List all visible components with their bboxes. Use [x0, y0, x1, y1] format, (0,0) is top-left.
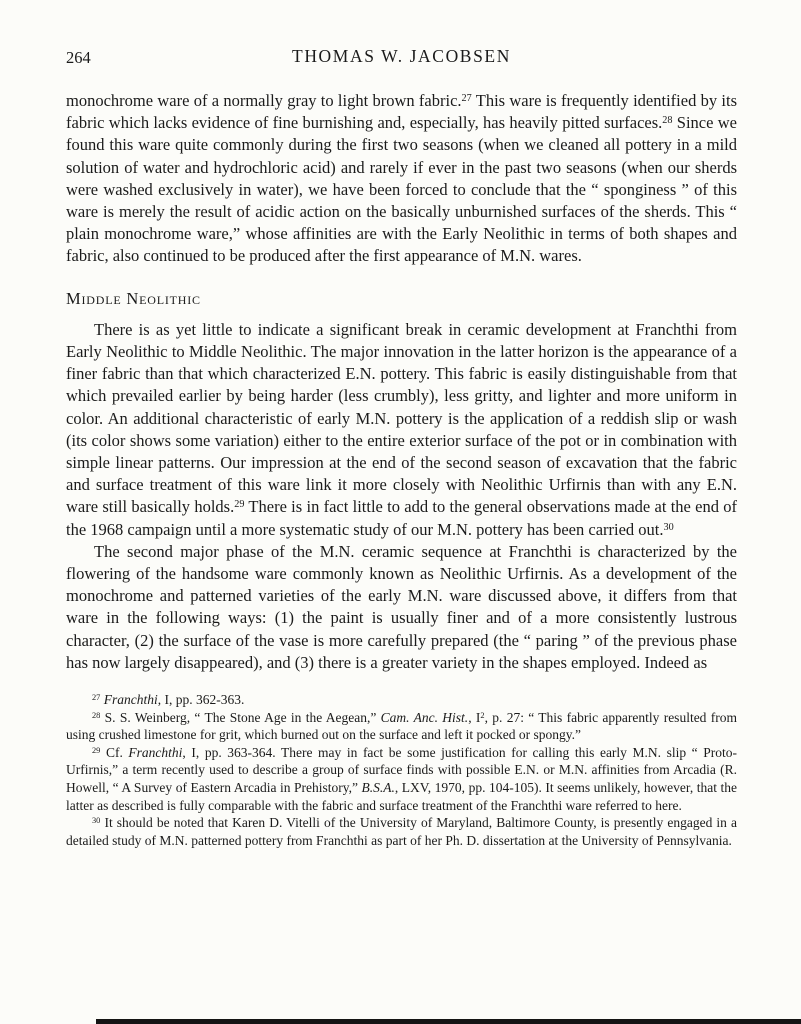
running-head: THOMAS W. JACOBSEN [292, 46, 511, 66]
paragraph-3: The second major phase of the M.N. ceramic sequence at Franchthi is characterized by the flowering of the handsome ware commonly known as Neolithic Urfirnis. As a development of the monochrome and patterned varieties of the early M.N. ware discussed above, it differs from that ware in the following ways: (1) the paint is usually finer and of a more consistently lustrous character, (2) the surface of the vase is more carefully prepared (the “ paring ” of the previous phase has now largely disappeared), and (3) there is a greater variety in the shapes employed. Indeed as [66, 541, 737, 672]
body-text [66, 90, 737, 674]
scan-edge-artifact [96, 1019, 801, 1024]
page-number: 264 [66, 48, 91, 67]
paragraph-2: There is as yet little to indicate a significant break in ceramic development at Franchthi from Early Neolithic to Middle Neolithic. The major innovation in the latter horizon is the appearance of a finer fabric than that which characterized E.N. pottery. This fabric is easily distinguishable from that which prevailed earlier by being harder (less crumbly), less gritty, and lighter and more uniform in color. An additional characteristic of early M.N. pottery is the application of a reddish slip or wash (its color shows some variation) either to the entire exterior surface of the pot or in combination with simple linear patterns. Our impression at the end of the second season of excavation that the fabric and surface treatment of this ware link it more closely with Neolithic Urfirnis than with any E.N. ware still basically holds.$^{29}$ There is in fact little to add to the general observations made at the end of the 1968 campaign until a more systematic study of our M.N. pottery has been carried out.$^{30}$ [66, 319, 738, 539]
footnote-30: $^{30}$ It should be noted that Karen D. Vitelli of the University of Maryland, Baltimore County, is presently engaged in a detailed study of M.N. patterned pottery from Franchthi as part of her Ph. D. dissertation at the University of Pennsylvania. [66, 815, 737, 848]
page-header [66, 46, 737, 68]
footnote-27: $^{27}$ Franchthi, I, pp. 362-363. [92, 692, 245, 708]
footnote-28: $^{28}$ S. S. Weinberg, “ The Stone Age in the Aegean,” Cam. Anc. Hist., $I^2$, p. 27: “ This fabric apparently resulted from using crushed limestone for grit, which burned out on the surface and left it pocked or spongy.” [66, 709, 737, 743]
paragraph-1: monochrome ware of a normally gray to light brown fabric.$^{27}$ This ware is frequently identified by its fabric which lacks evidence of fine burnishing and, especially, has heavily pitted surfaces.$^{28}$ Since we found this ware quite commonly during the first two seasons (when we cleaned all pottery in a mild solution of water and hydrochloric acid) and rarely if ever in the past two seasons (when our sherds were washed exclusively in water), we have been forced to conclude that the “ sponginess ” of this ware is merely the result of acidic action on the basically unburnished surfaces of the sherds. This “ plain monochrome ware,” whose affinities are with the Early Neolithic in terms of both shapes and fabric, also continued to be produced after the first appearance of M.N. wares. [66, 91, 737, 266]
section-heading-middle-neolithic: Middle Neolithic [66, 288, 201, 308]
footnote-29: $^{29}$ Cf. Franchthi, I, pp. 363-364. There may in fact be some justification for calling this early M.N. slip “ Proto-Urfirnis,” a term recently used to describe a group of surface finds with possible E.N. or M.N. affinities from Arcadia (R. Howell, “ A Survey of Eastern Arcadia in Prehistory,” B.S.A., LXV, 1970, pp. 104-105). It seems unlikely, however, that the latter as described is fully comparable with the fabric and surface treatment of the Franchthi ware referred to here. [66, 744, 738, 813]
footnotes-section [66, 691, 737, 849]
